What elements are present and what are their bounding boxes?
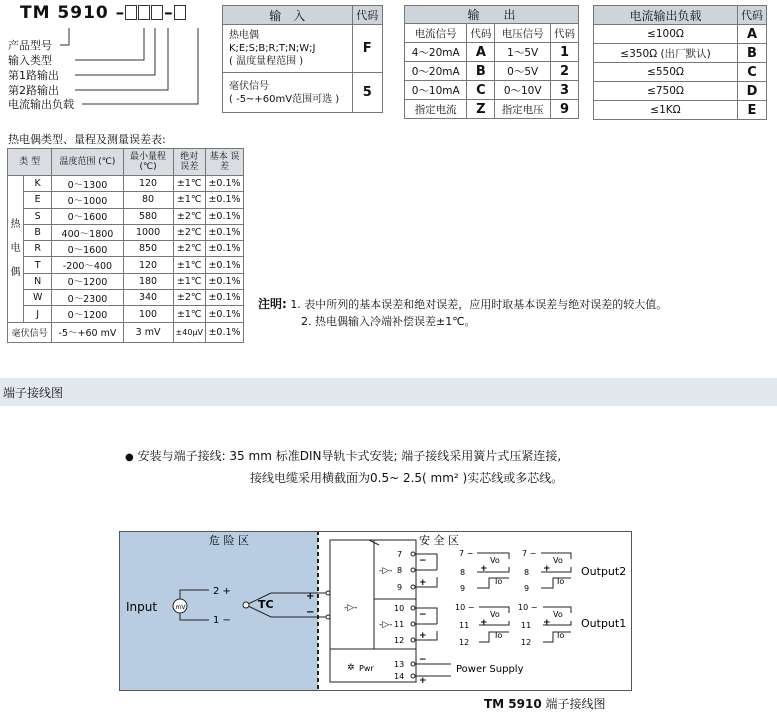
tc-cell: J (24, 306, 52, 322)
tc-table-caption: 热电偶类型、量程及测量误差表: (8, 133, 166, 146)
tc-cell: 850 (123, 241, 173, 257)
thermocouple-table (7, 148, 244, 343)
load-cell: ≤750Ω (594, 82, 738, 101)
svg-text:+: + (419, 631, 427, 641)
tc-cell: 80 (123, 192, 173, 208)
io-label: Io (495, 577, 503, 586)
output-code: A (467, 43, 495, 62)
tc-cell: B (24, 224, 52, 240)
section-title: 端子接线图 (0, 378, 777, 406)
mv-cell: ±0.1% (206, 322, 244, 342)
io-label: Io (495, 631, 503, 640)
note (258, 296, 667, 330)
svg-text:10 −: 10 − (455, 603, 475, 612)
load-code-header: 代码 (738, 6, 767, 25)
output-cell: 4～20mA (405, 43, 467, 62)
input-thermocouple: 热电偶 K;E;S;B;R;T;N;W;J ( 温度量程范围 ) (223, 25, 353, 73)
output-wiring-b (518, 549, 571, 647)
mv-source-label: mV (175, 604, 186, 611)
isolator-icon: -▷- (379, 620, 393, 630)
output-code: 9 (551, 100, 579, 119)
tc-cell: T (24, 257, 52, 273)
input-header: 输 入 (223, 6, 353, 25)
load-code: A (738, 25, 767, 44)
wiring-diagram (119, 531, 632, 691)
output-cell: 0～10V (495, 81, 551, 100)
label-input-type: 输入类型 (8, 54, 52, 67)
input-table (222, 5, 383, 113)
svg-text:+: + (419, 578, 427, 588)
svg-text:14: 14 (394, 672, 405, 681)
svg-text:7: 7 (397, 550, 403, 559)
tc-cell: 0～1600 (52, 208, 123, 224)
output-cell: 0～20mA (405, 62, 467, 81)
output-wiring-a (455, 549, 509, 647)
tc-cell: ±1℃ (173, 273, 205, 289)
svg-text:−: − (419, 655, 427, 665)
tc-cell: 340 (123, 290, 173, 306)
output-code: C (467, 81, 495, 100)
load-cell: ≤100Ω (594, 25, 738, 44)
tc-cell: R (24, 241, 52, 257)
tc-cell: S (24, 208, 52, 224)
tc-cell: ±0.1% (206, 224, 244, 240)
power-supply-label: Power Supply (456, 664, 524, 675)
svg-text:10 −: 10 − (518, 603, 538, 612)
tc-cell: ±0.1% (206, 176, 244, 192)
diagram-caption (484, 695, 606, 712)
input-code-header: 代码 (352, 6, 383, 25)
tc-cell: K (24, 176, 52, 192)
isolator-icon: -▷- (344, 603, 358, 613)
svg-text:12: 12 (459, 638, 470, 647)
tc-cell: ±2℃ (173, 208, 205, 224)
load-code: C (738, 63, 767, 82)
tc-cell: ±0.1% (206, 257, 244, 273)
load-code: E (738, 101, 767, 120)
output-cell: 1～5V (495, 43, 551, 62)
svg-text:2 +: 2 + (213, 586, 231, 597)
input-code-f: F (352, 25, 383, 73)
tc-cell: ±1℃ (173, 306, 205, 322)
label-current-load: 电流输出负载 (8, 98, 74, 111)
tc-cell: 1000 (123, 224, 173, 240)
vo-label: Vo (553, 610, 563, 619)
svg-text:11: 11 (459, 621, 470, 630)
svg-text:+: + (480, 618, 488, 628)
tc-cell: 400～1800 (52, 224, 123, 240)
caption-text: 端子接线图 (545, 697, 606, 711)
tc-cell: ±0.1% (206, 273, 244, 289)
pwr-label: Pwr (359, 664, 374, 673)
svg-text:+: + (543, 564, 551, 574)
tc-cell: 100 (123, 306, 173, 322)
load-code: D (738, 82, 767, 101)
svg-text:7 −: 7 − (522, 549, 537, 558)
model-code-title: TM 5910 – – (20, 3, 187, 23)
svg-text:1 −: 1 − (213, 615, 231, 626)
io-label: Io (557, 577, 565, 586)
model-code: TM 5910 (20, 3, 109, 23)
output-table (404, 5, 579, 119)
output-header-code: 代码 (467, 24, 495, 43)
svg-text:+: + (419, 676, 427, 686)
input-code-5: 5 (352, 73, 383, 113)
tc-header-type: 类 型 (8, 149, 52, 176)
mv-cell: -5～+60 mV (52, 322, 123, 342)
svg-text:+: + (543, 618, 551, 628)
label-product-model: 产品型号 (8, 39, 52, 52)
tc-cell: 0～1600 (52, 241, 123, 257)
output-code: 1 (551, 43, 579, 62)
install-text (125, 446, 563, 488)
tc-cell: ±1℃ (173, 176, 205, 192)
output-cell: 0～10mA (405, 81, 467, 100)
label-output-2: 第2路输出 (8, 84, 59, 97)
tc-header-basic-error: 基本 误差 (206, 149, 244, 176)
svg-text:+: + (306, 591, 315, 602)
tc-group-label: 热电偶 (8, 176, 24, 323)
tc-cell: ±2℃ (173, 241, 205, 257)
safe-zone-label: 安 全 区 (419, 534, 459, 547)
io-label: Io (557, 631, 565, 640)
vo-label: Vo (490, 556, 500, 565)
tc-header-abs-error: 绝对 误差 (173, 149, 205, 176)
input-label: Input (126, 600, 158, 614)
tc-cell: ±0.1% (206, 208, 244, 224)
svg-text:9: 9 (524, 584, 530, 593)
output-header-current: 电流信号 (405, 24, 467, 43)
svg-text:−: − (419, 610, 427, 620)
output-code: B (467, 62, 495, 81)
danger-zone-label: 危 险 区 (209, 534, 249, 547)
load-cell: ≤350Ω (出厂默认) (594, 44, 738, 63)
tc-cell: ±1℃ (173, 192, 205, 208)
load-cell: ≤550Ω (594, 63, 738, 82)
svg-text:10: 10 (394, 604, 405, 613)
load-code: B (738, 44, 767, 63)
power-led-icon: ✲ (347, 663, 355, 673)
load-header: 电流输出负载 (594, 6, 738, 25)
tc-cell: 180 (123, 273, 173, 289)
tc-cell: ±2℃ (173, 290, 205, 306)
svg-text:−: − (419, 556, 427, 566)
tc-header-range: 温度范围 (℃) (52, 149, 123, 176)
tc-cell: ±0.1% (206, 192, 244, 208)
output-cell: 指定电流 (405, 100, 467, 119)
output-header-code: 代码 (551, 24, 579, 43)
svg-text:9: 9 (397, 583, 403, 592)
tc-cell: ±0.1% (206, 290, 244, 306)
tc-cell: ±0.1% (206, 306, 244, 322)
svg-text:11: 11 (394, 620, 405, 629)
tc-cell: 0～1200 (52, 306, 123, 322)
note-item-1: 1. 表中所列的基本误差和绝对误差，应用时取基本误差与绝对误差的较大值。 (290, 298, 668, 311)
mv-cell: 3 mV (123, 322, 173, 342)
note-label: 注明: (258, 297, 287, 311)
mv-cell: 毫伏信号 (8, 322, 52, 342)
tc-cell: 0～2300 (52, 290, 123, 306)
tc-cell: 120 (123, 176, 173, 192)
svg-text:8: 8 (397, 566, 403, 575)
output-header-voltage: 电压信号 (495, 24, 551, 43)
note-item-2: 2. 热电偶输入冷端补偿误差±1℃。 (301, 315, 476, 328)
tc-cell: ±2℃ (173, 224, 205, 240)
output-title: 输 出 (405, 6, 579, 24)
tc-header-min-span: 最小量程 (℃) (123, 149, 173, 176)
tc-cell: ±0.1% (206, 241, 244, 257)
tc-cell: N (24, 273, 52, 289)
svg-text:12: 12 (521, 638, 532, 647)
tc-label: TC (258, 598, 274, 611)
output2-label: Output2 (581, 565, 627, 578)
tc-cell: 580 (123, 208, 173, 224)
tc-cell: ±1℃ (173, 257, 205, 273)
svg-text:−: − (306, 607, 315, 618)
svg-text:11: 11 (521, 621, 532, 630)
vo-label: Vo (490, 610, 500, 619)
tc-cell: 0～1300 (52, 176, 123, 192)
tc-cell: 120 (123, 257, 173, 273)
svg-text:8: 8 (524, 568, 530, 577)
bullet-icon: ● (125, 452, 134, 463)
svg-text:9: 9 (460, 584, 466, 593)
label-output-1: 第1路输出 (8, 69, 59, 82)
input-millivolt: 毫伏信号 ( -5~+60mV范围可选 ) (223, 73, 353, 113)
tc-cell: 0～1200 (52, 273, 123, 289)
svg-text:8: 8 (460, 568, 466, 577)
load-cell: ≤1KΩ (594, 101, 738, 120)
load-table (593, 5, 767, 120)
svg-text:7 −: 7 − (459, 549, 474, 558)
install-line-1: 安装与端子接线: 35 mm 标准DIN导轨卡式安装; 端子接线采用簧片式压紧连接, (137, 449, 562, 463)
vo-label: Vo (553, 556, 563, 565)
output1-label: Output1 (581, 617, 627, 630)
output-cell: 0～5V (495, 62, 551, 81)
tc-cell: -200～400 (52, 257, 123, 273)
install-line-2: 接线电缆采用横截面为0.5~ 2.5( mm² )实芯线或多芯线。 (250, 471, 564, 485)
svg-text:13: 13 (394, 660, 405, 669)
output-code: 2 (551, 62, 579, 81)
tc-cell: W (24, 290, 52, 306)
output-code: Z (467, 100, 495, 119)
svg-text:+: + (480, 564, 488, 574)
mv-cell: ±40μV (173, 322, 205, 342)
isolator-icon: -▷- (379, 566, 393, 576)
output-cell: 指定电压 (495, 100, 551, 119)
svg-text:12: 12 (394, 636, 405, 645)
tc-cell: E (24, 192, 52, 208)
output-code: 3 (551, 81, 579, 100)
tc-cell: 0～1000 (52, 192, 123, 208)
caption-model: TM 5910 (484, 697, 542, 711)
